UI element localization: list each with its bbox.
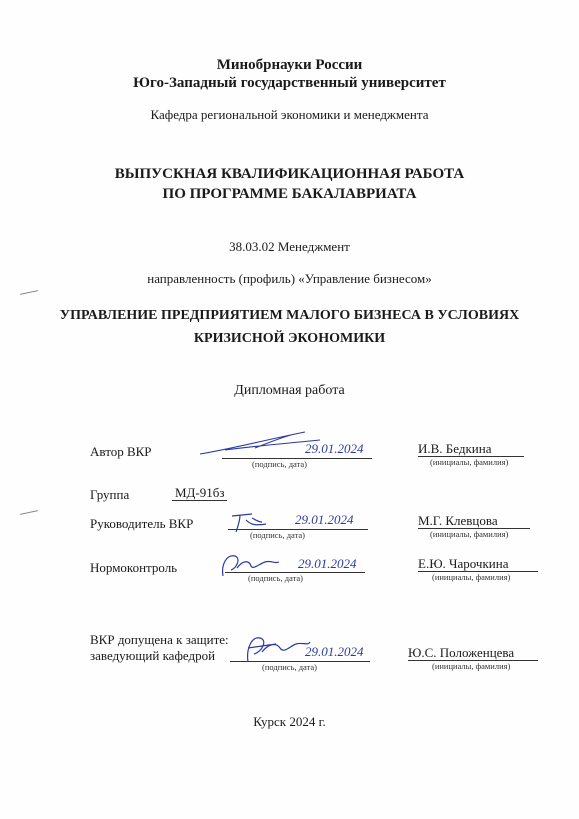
- author-sign-caption: (подпись, дата): [252, 459, 308, 469]
- city-year: Курск 2024 г.: [253, 714, 326, 729]
- supervisor-label: Руководитель ВКР: [90, 516, 194, 531]
- supervisor-name-caption: (инициалы, фамилия): [430, 529, 509, 539]
- ministry-name: Минобрнауки России: [216, 57, 363, 73]
- normcontrol-date: 29.01.2024: [298, 556, 357, 571]
- group-value: МД-91бз: [175, 485, 225, 500]
- margin-mark: [20, 290, 38, 295]
- normcontrol-sign-caption: (подпись, дата): [248, 573, 304, 583]
- group-line: [172, 500, 227, 501]
- university-name: Юго-Западный государственный университет: [133, 75, 446, 91]
- profile-line: направленность (профиль) «Управление бизнесом»: [147, 271, 432, 286]
- supervisor-date: 29.01.2024: [295, 512, 354, 527]
- admission-label-line1: ВКР допущена к защите:: [90, 632, 229, 647]
- margin-mark: [20, 510, 38, 515]
- admission-name: Ю.С. Положенцева: [408, 645, 515, 660]
- admission-sign-caption: (подпись, дата): [262, 662, 318, 672]
- work-kind: Дипломная работа: [234, 383, 345, 398]
- author-name: И.В. Бедкина: [418, 441, 492, 456]
- group-label: Группа: [90, 487, 130, 502]
- normcontrol-label: Нормоконтроль: [90, 560, 178, 575]
- department-name: Кафедра региональной экономики и менеджмента: [150, 107, 429, 122]
- thesis-title-line2: КРИЗИСНОЙ ЭКОНОМИКИ: [193, 331, 386, 346]
- admission-date: 29.01.2024: [305, 644, 364, 659]
- admission-name-caption: (инициалы, фамилия): [432, 661, 511, 671]
- thesis-title-line1: УПРАВЛЕНИЕ ПРЕДПРИЯТИЕМ МАЛОГО БИЗНЕСА В УСЛОВИЯХ: [59, 308, 520, 323]
- supervisor-sign-caption: (подпись, дата): [250, 530, 306, 540]
- admission-label-line2: заведующий кафедрой: [90, 648, 216, 663]
- work-type-line1: ВЫПУСКНАЯ КВАЛИФИКАЦИОННАЯ РАБОТА: [114, 166, 465, 182]
- specialty-code: 38.03.02 Менеджмент: [229, 239, 350, 254]
- admission-signature: [238, 630, 313, 664]
- normcontrol-name: Е.Ю. Чарочкина: [418, 556, 509, 571]
- author-name-caption: (инициалы, фамилия): [430, 457, 509, 467]
- work-type-line2: ПО ПРОГРАММЕ БАКАЛАВРИАТА: [162, 186, 417, 202]
- supervisor-name: М.Г. Клевцова: [418, 513, 498, 528]
- author-label: Автор ВКР: [90, 444, 152, 459]
- normcontrol-name-caption: (инициалы, фамилия): [432, 572, 511, 582]
- author-date: 29.01.2024: [305, 441, 364, 456]
